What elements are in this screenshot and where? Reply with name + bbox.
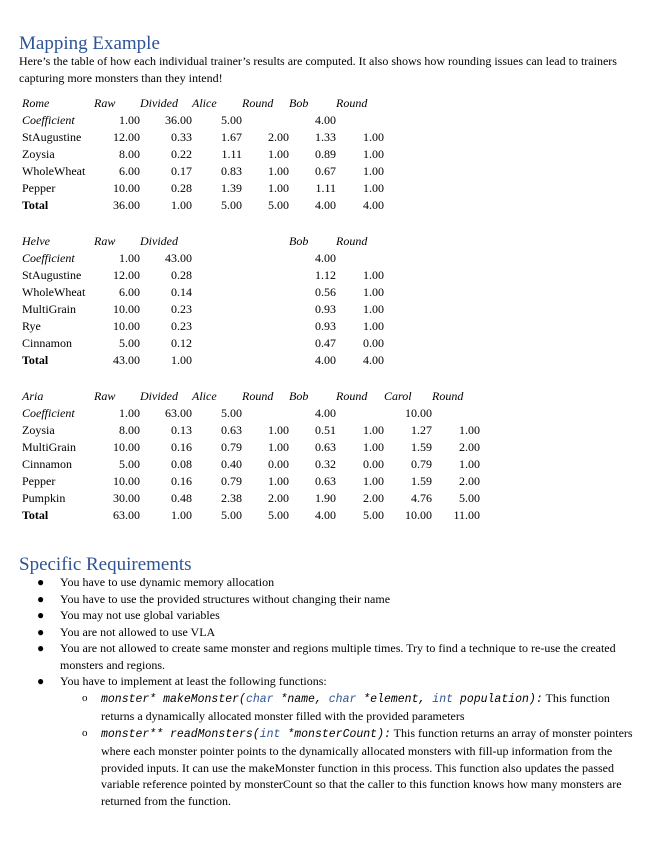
table-cell [384,352,432,369]
table-cell: 63.00 [165,406,192,420]
table-cell: 0.28 [171,181,192,195]
table-cell [432,318,480,335]
table-cell: 0.93 [315,302,336,316]
table-cell: 5.00 [268,508,289,522]
function-make-monster: o monster* makeMonster(char *name, char *element, int population): This function returns a dynamically allocated monster filled with the provided parameters [82,690,610,723]
row-label: Aria [22,389,44,403]
table-cell: 1.00 [268,147,289,161]
table-row [22,456,480,473]
bullet-icon: ● [37,624,45,639]
table-cell: 2.00 [268,491,289,505]
table-cell [242,233,289,250]
table-row [22,267,480,284]
table-row [22,197,480,214]
table-cell: 0.17 [171,164,192,178]
table-cell [192,267,242,284]
function-list [60,690,640,810]
table-row [22,405,480,422]
table-cell [192,352,242,369]
table-cell: 0.63 [315,440,336,454]
table-cell [432,180,480,197]
table-cell: 2.00 [459,440,480,454]
bullet-icon: ● [37,674,45,688]
table-cell [242,250,289,267]
table-cell: 1.39 [221,181,242,195]
table-cell: 6.00 [119,164,140,178]
table-cell: 1.90 [315,491,336,505]
table-cell: 1.11 [315,181,336,195]
table-cell: 30.00 [113,491,140,505]
aria-table [22,388,480,524]
table-cell: 2.38 [221,491,242,505]
table-cell [384,318,432,335]
table-cell: 1.59 [411,474,432,488]
table-cell: 4.00 [315,113,336,127]
table-cell: 1.00 [459,457,480,471]
table-cell: 1.00 [363,440,384,454]
table-cell: Alice [192,389,217,403]
table-row [22,507,480,524]
table-row [22,473,480,490]
table-cell [242,301,289,318]
table-cell: 0.28 [171,268,192,282]
helve-table [22,233,480,369]
table-cell: 5.00 [119,457,140,471]
table-cell: 8.00 [119,147,140,161]
table-cell [432,284,480,301]
table-cell: 5.00 [119,336,140,350]
table-cell: 1.00 [363,302,384,316]
table-cell: 1.11 [221,147,242,161]
table-cell: 0.00 [363,457,384,471]
table-cell [432,405,480,422]
table-cell [242,112,289,129]
row-label: Total [22,353,49,367]
table-cell [336,250,384,267]
table-cell: Divided [140,96,178,110]
table-cell [242,352,289,369]
requirements-list [0,574,640,809]
table-cell: Bob [289,234,309,248]
table-cell [242,405,289,422]
row-label: MultiGrain [22,440,76,454]
table-cell: 1.12 [315,268,336,282]
table-cell: 0.13 [171,423,192,437]
table-cell [432,95,480,112]
table-row [22,490,480,507]
table-row [22,284,480,301]
table-cell: 0.14 [171,285,192,299]
table-cell: Bob [289,96,309,110]
row-label: Pumpkin [22,491,66,505]
table-cell [384,335,432,352]
table-cell [432,352,480,369]
table-cell: 0.51 [315,423,336,437]
table-cell [432,112,480,129]
table-cell: 5.00 [268,198,289,212]
table-cell: 0.89 [315,147,336,161]
table-cell: Round [242,96,274,110]
table-cell: 2.00 [363,491,384,505]
table-cell: 4.00 [315,251,336,265]
circle-bullet-icon: o [82,691,88,704]
table-cell: 0.56 [315,285,336,299]
table-cell: Round [336,234,368,248]
table-cell: 0.16 [171,440,192,454]
table-cell [384,129,432,146]
table-cell [336,405,384,422]
table-header-row [22,233,480,250]
row-label: WholeWheat [22,285,86,299]
row-label: Pepper [22,474,56,488]
table-cell: 1.00 [363,130,384,144]
table-cell [242,318,289,335]
table-cell: 0.23 [171,302,192,316]
table-cell [432,301,480,318]
circle-bullet-icon: o [82,726,88,739]
table-row [22,335,480,352]
table-cell: 1.00 [268,181,289,195]
row-label: Total [22,508,49,522]
row-label: WholeWheat [22,164,86,178]
row-label: Coefficient [22,113,75,127]
table-cell: Divided [140,389,178,403]
rome-table [22,95,480,214]
row-label: Zoysia [22,423,55,437]
table-cell: 4.00 [315,353,336,367]
table-cell: 4.00 [363,198,384,212]
table-cell [384,163,432,180]
table-row [22,422,480,439]
table-cell [384,197,432,214]
requirements-title: Specific Requirements [19,554,192,575]
bullet-icon: ● [37,575,45,589]
table-cell: 10.00 [405,406,432,420]
bullet-icon: ● [37,641,45,655]
table-cell: Round [336,96,368,110]
row-label: StAugustine [22,268,82,282]
table-cell: 1.00 [119,251,140,265]
table-cell [384,112,432,129]
table-header-row [22,95,480,112]
table-cell: 10.00 [113,302,140,316]
table-cell: 4.00 [315,198,336,212]
table-row [22,163,480,180]
table-cell: 5.00 [221,113,242,127]
table-cell: 1.00 [171,198,192,212]
table-cell [242,335,289,352]
table-cell: 1.00 [268,164,289,178]
table-cell: Divided [140,234,178,248]
table-cell: 1.00 [363,319,384,333]
table-cell: 0.22 [171,147,192,161]
table-cell: 0.00 [363,336,384,350]
table-cell: 0.00 [268,457,289,471]
table-cell [384,146,432,163]
table-cell: 4.76 [411,491,432,505]
table-cell: 0.48 [171,491,192,505]
table-cell: 1.00 [268,440,289,454]
table-cell: 4.00 [315,508,336,522]
requirement-item: ● You have to use dynamic memory allocation [37,575,275,589]
table-cell: Raw [94,234,116,248]
table-cell: 1.00 [363,423,384,437]
table-cell: 43.00 [113,353,140,367]
table-cell: 1.00 [119,406,140,420]
table-cell [384,267,432,284]
table-cell: 1.00 [363,268,384,282]
table-cell: 0.08 [171,457,192,471]
requirement-item: ● You are not allowed to create same monster and regions multiple times. Try to find a technique to re-use the created monsters and regions. [37,641,616,672]
table-row [22,112,480,129]
row-label: Cinnamon [22,336,72,350]
mapping-intro: Here’s the table of how each individual trainer’s results are computed. It also shows how rounding issues can lead to trainers capturing more monsters than they intend! [19,54,617,85]
table-cell: 0.32 [315,457,336,471]
table-cell: 0.79 [221,440,242,454]
table-cell [384,180,432,197]
table-cell: 0.63 [221,423,242,437]
function-read-monsters: o monster** readMonsters(int *monsterCount): This function returns an array of monster pointers where each monster pointer points to the dynamically allocated monsters with fill-up information from the provided inputs. It can use the makeMonster function in this process. This function also updates the passed variable reference pointed by monsterCount so that the caller to this function knows how many monsters are returned from the function. [82,725,633,808]
table-cell [432,163,480,180]
table-row [22,250,480,267]
table-cell: 1.00 [268,474,289,488]
table-cell: 8.00 [119,423,140,437]
table-cell: 0.16 [171,474,192,488]
table-cell: Alice [192,96,217,110]
table-cell: 0.79 [221,474,242,488]
table-cell [432,335,480,352]
table-cell [384,233,432,250]
table-header-row [22,388,480,405]
table-row [22,180,480,197]
table-cell: 1.33 [315,130,336,144]
table-cell: 5.00 [221,406,242,420]
requirement-item: ● You are not allowed to use VLA [37,624,216,639]
table-cell: 10.00 [405,508,432,522]
table-cell [192,318,242,335]
table-cell: 10.00 [113,440,140,454]
table-cell: 36.00 [113,198,140,212]
table-cell: 1.59 [411,440,432,454]
table-cell: 0.79 [411,457,432,471]
row-label: Rome [22,96,50,110]
table-cell [336,112,384,129]
table-cell: 0.40 [221,457,242,471]
table-cell: 0.23 [171,319,192,333]
table-cell: 10.00 [113,181,140,195]
table-cell: Round [336,389,368,403]
table-cell: 1.00 [171,353,192,367]
row-label: Total [22,198,49,212]
table-cell [432,233,480,250]
table-cell: 1.00 [459,423,480,437]
table-cell [384,284,432,301]
table-cell: Bob [289,389,309,403]
table-cell: 0.67 [315,164,336,178]
table-cell: 0.63 [315,474,336,488]
table-cell [242,267,289,284]
row-label: Helve [22,234,50,248]
table-cell: 5.00 [221,198,242,212]
row-label: Zoysia [22,147,55,161]
table-cell: 4.00 [363,353,384,367]
table-row [22,352,480,369]
row-label: Rye [22,319,41,333]
table-cell: 2.00 [268,130,289,144]
table-row [22,318,480,335]
table-cell: 12.00 [113,130,140,144]
row-label: StAugustine [22,130,82,144]
table-cell: Carol [384,389,412,403]
table-row [22,146,480,163]
table-cell: 5.00 [221,508,242,522]
table-cell: 0.33 [171,130,192,144]
table-cell: 1.00 [363,474,384,488]
table-cell: 36.00 [165,113,192,127]
table-cell: 11.00 [453,508,480,522]
mapping-title: Mapping Example [19,33,160,54]
table-cell [432,129,480,146]
table-cell: 0.93 [315,319,336,333]
table-cell: 1.67 [221,130,242,144]
row-label: Pepper [22,181,56,195]
row-label: Coefficient [22,251,75,265]
bullet-icon: ● [37,608,45,622]
requirement-item: ● You have to implement at least the following functions: o monster* makeMonster(char *name, char *element, int population): This function returns a dynamically allocated monster filled with the provided parameters o monster** readMonsters(int *monsterCount): This function returns an array of monster pointers where each monster pointer points to the dynamically allocated monsters with fill-up information from the provided inputs. It can use the makeMonster function in this process. This function also updates the passed variable reference pointed by monsterCount so that the caller to this function knows how many monsters are returned from the function. [0,673,640,809]
table-cell [432,267,480,284]
table-cell [192,301,242,318]
table-cell [384,95,432,112]
table-cell: 2.00 [459,474,480,488]
table-cell: 1.00 [363,285,384,299]
table-cell: Raw [94,389,116,403]
table-cell: 1.00 [171,508,192,522]
requirement-item: ● You may not use global variables [37,608,220,622]
table-cell: 5.00 [363,508,384,522]
table-cell [432,250,480,267]
requirement-item: ● You have to use the provided structures without changing their name [37,591,391,606]
row-label: Cinnamon [22,457,72,471]
table-cell: 1.00 [363,181,384,195]
table-cell [432,197,480,214]
table-cell: 6.00 [119,285,140,299]
table-row [22,129,480,146]
table-cell: 63.00 [113,508,140,522]
row-label: Coefficient [22,406,75,420]
table-cell: Round [432,389,464,403]
table-cell [192,335,242,352]
table-cell [192,284,242,301]
table-cell: 1.00 [363,164,384,178]
table-cell: 1.00 [363,147,384,161]
table-cell: 43.00 [165,251,192,265]
table-cell [384,301,432,318]
table-cell [384,250,432,267]
table-row [22,439,480,456]
table-cell: 0.47 [315,336,336,350]
table-cell: 4.00 [315,406,336,420]
table-cell [242,284,289,301]
table-cell [192,233,242,250]
table-cell [432,146,480,163]
table-cell: 10.00 [113,319,140,333]
bullet-icon: ● [37,591,45,606]
row-label: MultiGrain [22,302,76,316]
table-cell: 1.00 [268,423,289,437]
table-cell: 0.12 [171,336,192,350]
table-row [22,301,480,318]
table-cell: 1.00 [119,113,140,127]
table-cell: 1.27 [411,423,432,437]
table-cell: 10.00 [113,474,140,488]
table-cell: Round [242,389,274,403]
table-cell: Raw [94,96,116,110]
table-cell [192,250,242,267]
table-cell: 5.00 [459,491,480,505]
table-cell: 0.83 [221,164,242,178]
table-cell: 12.00 [113,268,140,282]
